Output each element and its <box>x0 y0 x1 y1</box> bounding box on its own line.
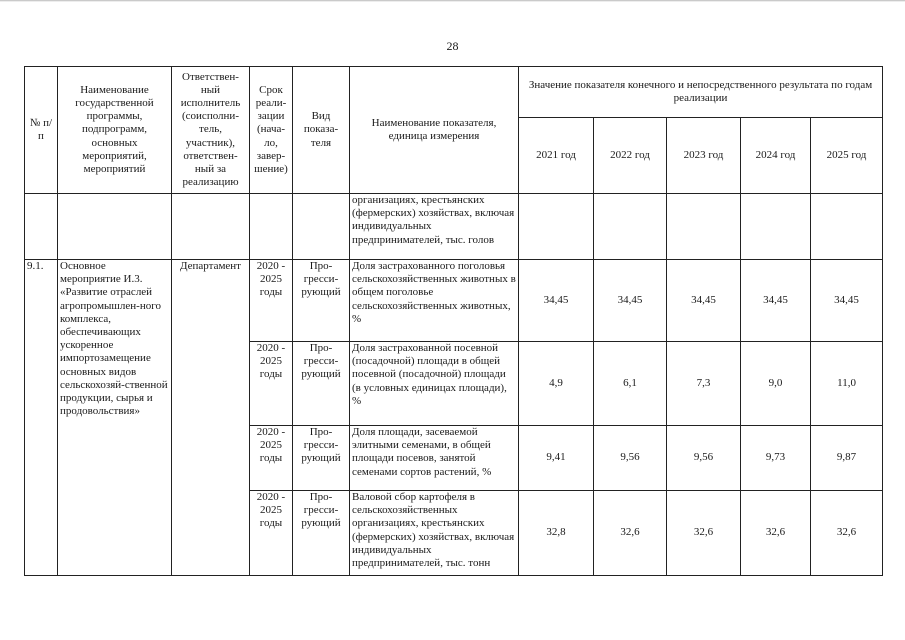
header-year: 2021 год <box>519 118 594 194</box>
value-cell: 9,56 <box>667 426 741 491</box>
empty-cell <box>519 194 594 260</box>
section-number: 9.1. <box>25 260 58 576</box>
header-values-group: Значение показателя конечного и непосредственного результата по годам реализации <box>519 67 883 118</box>
continuation-indicator-text: организациях, крестьянских (фермерских) хозяйствах, включая индивидуальных предпринимателей, тыс. голов <box>350 194 519 260</box>
section-name: Основное мероприятие И.3. «Развитие отраслей агропромышлен-ного комплекса, обеспечивающих ускоренное импортозамещение основных видов сельскохозяй-ственной продукции, сырья и продовольствия» <box>58 260 172 576</box>
indicator-name-cell: Доля застрахованной посевной (посадочной) площади в общей посевной (посадочной) площади (в условных единицах площади), % <box>350 342 519 426</box>
term-cell: 2020 - 2025 годы <box>250 260 293 342</box>
value-cell: 6,1 <box>594 342 667 426</box>
indicator-name-cell: Валовой сбор картофеля в сельскохозяйственных организациях, крестьянских (фермерских) хозяйствах, включая индивидуальных предпринимателей, тыс. тонн <box>350 491 519 576</box>
table-row <box>25 260 883 342</box>
value-cell: 34,45 <box>811 260 883 342</box>
empty-cell <box>293 194 350 260</box>
header-num: № п/п <box>25 67 58 194</box>
page-number: 28 <box>446 39 459 53</box>
header-year: 2023 год <box>667 118 741 194</box>
value-cell: 32,6 <box>667 491 741 576</box>
value-cell: 32,6 <box>594 491 667 576</box>
term-cell: 2020 - 2025 годы <box>250 491 293 576</box>
indicator-type-cell: Про-гресси-рующий <box>293 426 350 491</box>
term-cell: 2020 - 2025 годы <box>250 342 293 426</box>
header-executor: Ответствен-ный исполнитель (соисполни-тель, участник), ответствен-ный за реализацию <box>172 67 250 194</box>
empty-cell <box>811 194 883 260</box>
indicators-table <box>24 66 883 576</box>
value-cell: 9,87 <box>811 426 883 491</box>
empty-cell <box>667 194 741 260</box>
header-year: 2022 год <box>594 118 667 194</box>
header-term: Срок реали-зации (нача-ло, завер-шение) <box>250 67 293 194</box>
table-row-continuation <box>25 194 883 260</box>
value-cell: 11,0 <box>811 342 883 426</box>
value-cell: 32,6 <box>741 491 811 576</box>
header-indicator-name: Наименование показателя, единица измерения <box>350 67 519 194</box>
indicator-name-cell: Доля застрахованного поголовья сельскохозяйственных животных в общем поголовье сельскохозяйственных животных, % <box>350 260 519 342</box>
value-cell: 34,45 <box>594 260 667 342</box>
value-cell: 34,45 <box>667 260 741 342</box>
indicator-type-cell: Про-гресси-рующий <box>293 491 350 576</box>
empty-cell <box>172 194 250 260</box>
empty-cell <box>25 194 58 260</box>
empty-cell <box>741 194 811 260</box>
value-cell: 9,56 <box>594 426 667 491</box>
value-cell: 9,73 <box>741 426 811 491</box>
header-year: 2025 год <box>811 118 883 194</box>
header-indicator-type: Вид показа-теля <box>293 67 350 194</box>
header-program-name: Наименование государственной программы, подпрограмм, основных мероприятий, мероприятий <box>58 67 172 194</box>
empty-cell <box>594 194 667 260</box>
empty-cell <box>58 194 172 260</box>
value-cell: 32,8 <box>519 491 594 576</box>
header-year: 2024 год <box>741 118 811 194</box>
indicator-type-cell: Про-гресси-рующий <box>293 260 350 342</box>
value-cell: 9,0 <box>741 342 811 426</box>
value-cell: 9,41 <box>519 426 594 491</box>
scan-top-edge <box>0 0 905 2</box>
value-cell: 34,45 <box>741 260 811 342</box>
indicator-type-cell: Про-гресси-рующий <box>293 342 350 426</box>
value-cell: 34,45 <box>519 260 594 342</box>
value-cell: 7,3 <box>667 342 741 426</box>
value-cell: 32,6 <box>811 491 883 576</box>
section-executor: Департамент <box>172 260 250 576</box>
value-cell: 4,9 <box>519 342 594 426</box>
empty-cell <box>250 194 293 260</box>
indicator-name-cell: Доля площади, засеваемой элитными семенами, в общей площади посевов, занятой семенами сортов растений, % <box>350 426 519 491</box>
term-cell: 2020 - 2025 годы <box>250 426 293 491</box>
